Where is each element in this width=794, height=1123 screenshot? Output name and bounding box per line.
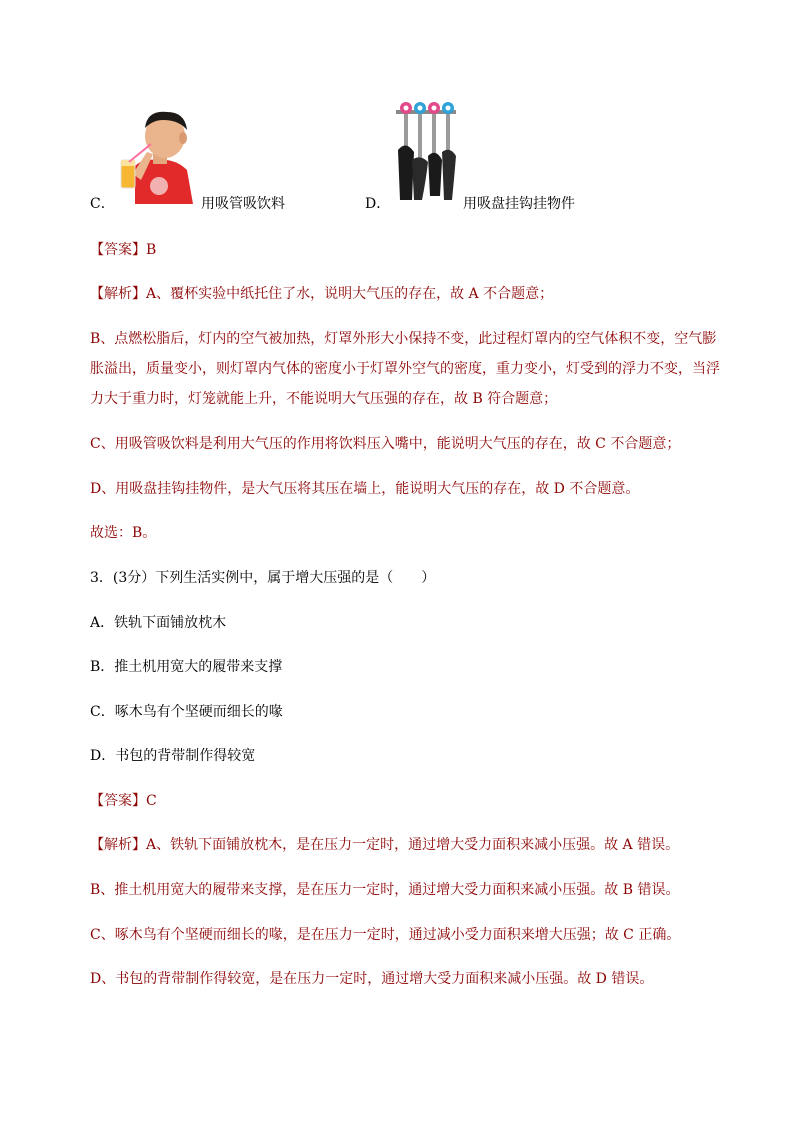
q3-answer-tag: 【答案】 bbox=[90, 793, 146, 809]
q2-conclusion: 故选：B。 bbox=[90, 525, 157, 541]
q2-analysis-d: D、用吸盘挂钩挂物件，是大气压将其压在墙上，能说明大气压的存在，故 D 不合题意。 bbox=[90, 481, 640, 497]
boy-ear bbox=[179, 132, 187, 144]
q3-option-b: B．推土机用宽大的履带来支撑 bbox=[90, 659, 283, 675]
q2-analysis-c: C、用吸管吸饮料是利用大气压的作用将饮料压入嘴中，能说明大气压的存在，故 C 不合题意； bbox=[90, 436, 681, 452]
q2-answer-tag: 【答案】 bbox=[90, 242, 146, 258]
q2-analysis-tag: 【解析】 bbox=[90, 286, 146, 302]
q3-option-a: A．铁轨下面铺放枕木 bbox=[90, 615, 227, 631]
q3-option-d: D．书包的背带制作得较宽 bbox=[90, 748, 256, 764]
q3-answer-value: C bbox=[146, 793, 157, 809]
suction-hooks-image bbox=[392, 100, 460, 204]
q3-analysis-d: D、书包的背带制作得较宽，是在压力一定时，通过增大受力面积来减小压强。故 D 错误。 bbox=[90, 971, 654, 987]
q2-answer bbox=[90, 240, 156, 260]
q3-option-c: C．啄木鸟有个坚硬而细长的喙 bbox=[90, 704, 283, 720]
q3-stem: 3．(3分）下列生活实例中，属于增大压强的是（ ） bbox=[90, 570, 436, 586]
q2-analysis-a bbox=[90, 284, 553, 304]
q3-analysis-c: C、啄木鸟有个坚硬而细长的喙，是在压力一定时，通过减小受力面积来增大压强；故 C 正确。 bbox=[90, 927, 681, 943]
q3-analysis-b: B、推土机用宽大的履带来支撑，是在压力一定时，通过增大受力面积来减小压强。故 B 错误。 bbox=[90, 882, 680, 898]
q2-analysis-b-line3: 力大于重力时，灯笼就能上升，不能说明大气压强的存在，故 B 符合题意； bbox=[90, 391, 558, 407]
option-d-caption: 用吸盘挂钩挂物件 bbox=[463, 196, 575, 212]
q3-analysis-a-text: A、铁轨下面铺放枕木，是在压力一定时，通过增大受力面积来减小压强。故 A 错误。 bbox=[146, 837, 680, 853]
boy-drinking-image bbox=[113, 104, 199, 204]
q3-answer bbox=[90, 791, 157, 811]
q2-analysis-b-line2: 胀溢出，质量变小，则灯罩内气体的密度小于灯罩外空气的密度，重力变小，灯受到的浮力不变，当浮 bbox=[90, 361, 720, 377]
option-d-label: D． bbox=[365, 196, 391, 212]
option-c-caption: 用吸管吸饮料 bbox=[201, 196, 285, 212]
q2-answer-value: B bbox=[146, 242, 157, 258]
q3-analysis-tag: 【解析】 bbox=[90, 837, 146, 853]
q2-analysis-b-line1: B、点燃松脂后，灯内的空气被加热，灯罩外形大小保持不变，此过程灯罩内的空气体积不变，空气膨 bbox=[90, 331, 717, 347]
shirt-print bbox=[150, 177, 168, 195]
q2-analysis-a-text: A、覆杯实验中纸托住了水，说明大气压的存在，故 A 不合题意； bbox=[146, 286, 554, 302]
option-c-label: C． bbox=[90, 196, 115, 212]
q3-analysis-a bbox=[90, 835, 679, 855]
